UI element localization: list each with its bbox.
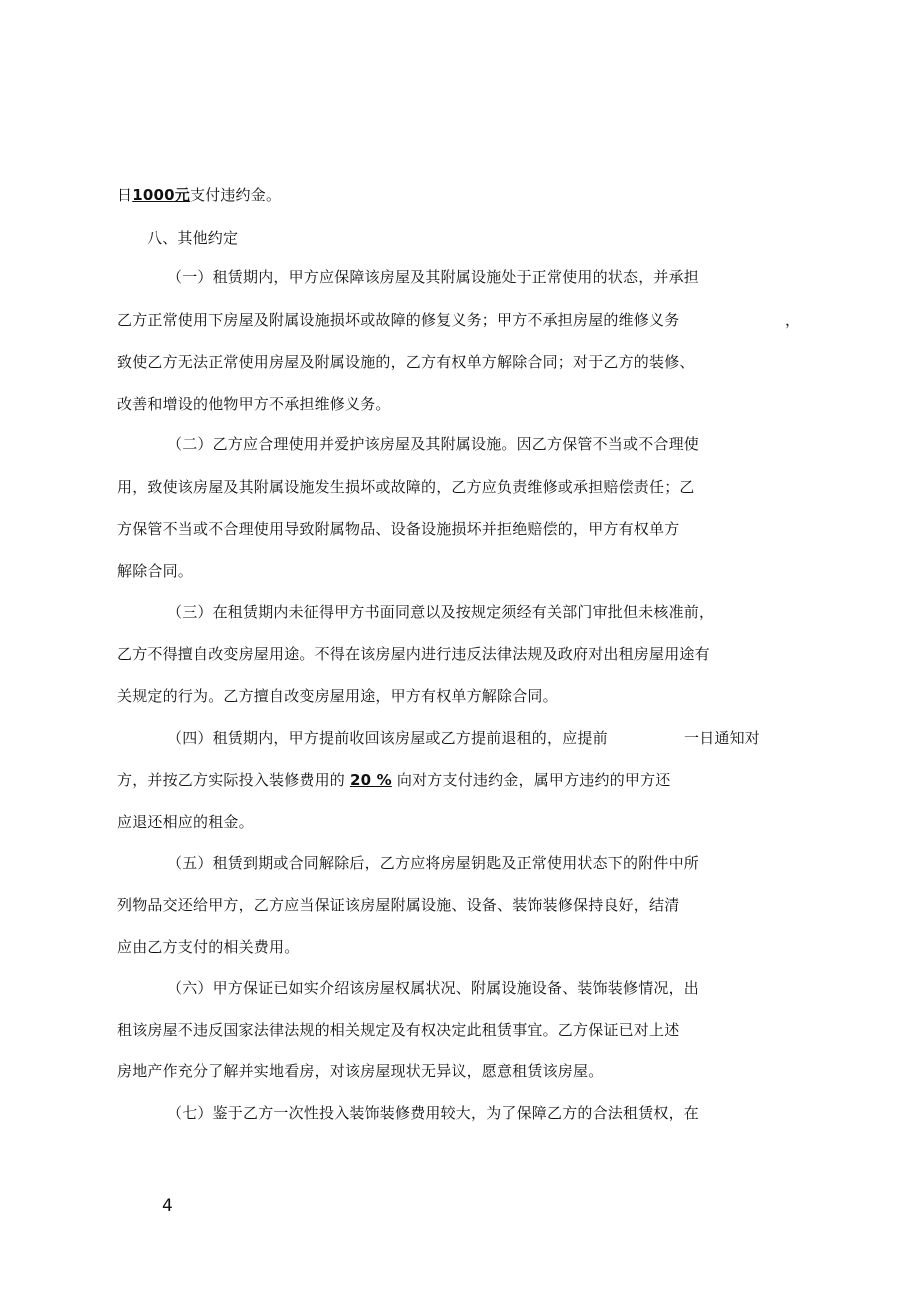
page-number: 4 xyxy=(162,1196,173,1216)
clause6-line2: 租该房屋不违反国家法律法规的相关规定及有权决定此租赁事宜。乙方保证已对上述 xyxy=(117,1021,680,1039)
clause4-line2 xyxy=(117,770,671,790)
clause2-line3: 方保管不当或不合理使用导致附属物品、设备设施损坏并拒绝赔偿的，甲方有权单方 xyxy=(117,520,680,538)
clause7-line1: （七）鉴于乙方一次性投入装饰装修费用较大，为了保障乙方的合法租赁权，在 xyxy=(167,1104,700,1122)
clause4-line2b: 向对方支付违约金，属甲方违约的甲方还 xyxy=(396,771,671,789)
clause2-line1: （二）乙方应合理使用并爱护该房屋及其附属设施。因乙方保管不当或不合理使 xyxy=(167,435,700,453)
clause4-line1b: 一日通知对 xyxy=(684,729,761,747)
penalty-percent: 20 % xyxy=(349,771,392,789)
clause1-line4: 改善和增设的他物甲方不承担维修义务。 xyxy=(117,395,391,413)
clause2-line4: 解除合同。 xyxy=(117,562,194,580)
clause3-line1: （三）在租赁期内未征得甲方书面同意以及按规定须经有关部门审批但未核准前， xyxy=(167,603,715,621)
intro-suffix: 支付违约金。 xyxy=(189,186,282,204)
clause4-line1a: （四）租赁期内，甲方提前收回该房屋或乙方提前退租的，应提前 xyxy=(167,729,608,747)
section-title: 八、其他约定 xyxy=(147,229,239,247)
clause4-line2a: 方，并按乙方实际投入装修费用的 xyxy=(117,771,346,789)
clause5-line3: 应由乙方支付的相关费用。 xyxy=(117,938,300,956)
clause6-line3: 房地产作充分了解并实地看房，对该房屋现状无异议，愿意租赁该房屋。 xyxy=(117,1062,604,1080)
clause3-line3: 关规定的行为。乙方擅自改变房屋用途，甲方有权单方解除合同。 xyxy=(117,687,558,705)
intro-line xyxy=(117,185,281,205)
clause6-line1: （六）甲方保证已如实介绍该房屋权属状况、附属设施设备、装饰装修情况，出 xyxy=(167,979,700,997)
clause1-line2: 乙方正常使用下房屋及附属设施损坏或故障的修复义务；甲方不承担房屋的维修义务 xyxy=(117,311,680,329)
clause5-line2: 列物品交还给甲方，乙方应当保证该房屋附属设施、设备、装饰装修保持良好，结清 xyxy=(117,896,680,914)
clause1-line1: （一）租赁期内，甲方应保障该房屋及其附属设施处于正常使用的状态，并承担 xyxy=(167,268,700,286)
intro-prefix: 日 xyxy=(117,186,133,204)
clause1-line2-tail: ， xyxy=(785,311,801,329)
clause5-line1: （五）租赁到期或合同解除后，乙方应将房屋钥匙及正常使用状态下的附件中所 xyxy=(167,854,700,872)
clause1-line3: 致使乙方无法正常使用房屋及附属设施的，乙方有权单方解除合同；对于乙方的装修、 xyxy=(117,353,695,371)
clause4-line3: 应退还相应的租金。 xyxy=(117,813,254,831)
clause3-line2: 乙方不得擅自改变房屋用途。不得在该房屋内进行违反法律法规及政府对出租房屋用途有 xyxy=(117,645,710,663)
penalty-amount: 1000元 xyxy=(132,186,190,204)
clause2-line2: 用，致使该房屋及其附属设施发生损坏或故障的，乙方应负责维修或承担赔偿责任；乙 xyxy=(117,478,695,496)
